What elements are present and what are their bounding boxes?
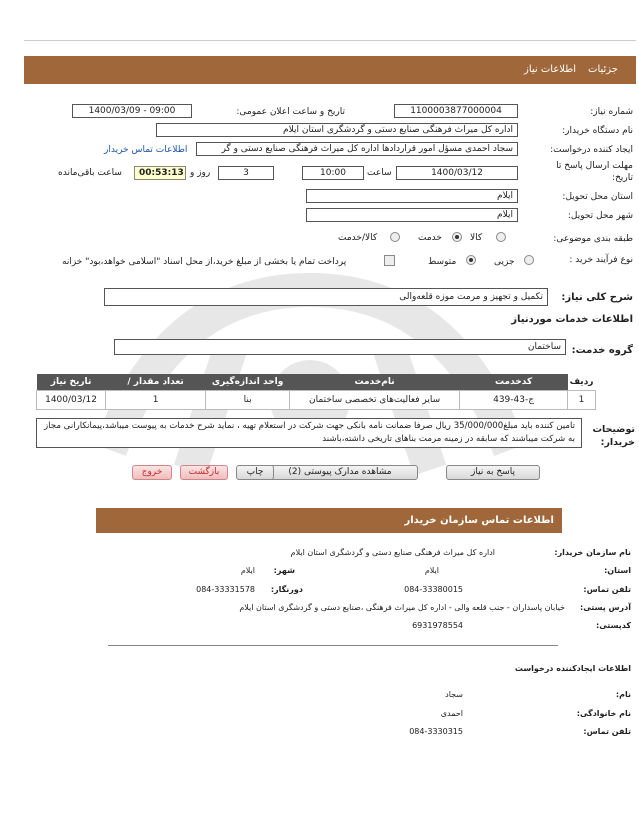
table-row <box>37 391 596 410</box>
process-label: نوع فرآیند خرید : <box>569 255 633 265</box>
services-table <box>36 374 596 410</box>
c-address-value: خیابان پاسداران - جنب قلعه والی - اداره کل میراث فرهنگی ،صنایع دستی و گردشگری استان ایلام <box>239 603 565 612</box>
c-city-label: شهر: <box>273 566 295 575</box>
creator-phone-label: تلفن تماس: <box>583 727 631 736</box>
creator-name-label: نام: <box>615 690 631 699</box>
need-number-label: شماره نیاز: <box>590 107 633 117</box>
cell-code: ج-43-439 <box>460 391 568 410</box>
payment-checkbox[interactable] <box>384 255 395 266</box>
requester-label: ایجاد کننده درخواست: <box>550 145 633 155</box>
back-button[interactable]: بازگشت <box>180 465 228 480</box>
table-header-row <box>37 374 596 391</box>
col-name: نام‌خدمت <box>290 374 460 391</box>
province-label: استان محل تحویل: <box>562 192 633 202</box>
need-number-field: 1100003877000004 <box>394 104 518 118</box>
city-label: شهر محل تحویل: <box>567 211 633 221</box>
cell-unit: بنا <box>206 391 290 410</box>
contact-header <box>96 508 562 533</box>
payment-note: پرداخت تمام یا بخشی از مبلغ خرید،از محل اسناد "اسلامی خواهد،بود" خزانه <box>62 257 347 267</box>
org-value: اداره کل میراث فرهنگی صنایع دستی و گردشگری استان ایلام <box>290 548 495 557</box>
c-postal-value: 6931978554 <box>412 621 463 630</box>
deadline-label: مهلت ارسال پاسخ تا تاریخ: <box>556 161 633 183</box>
contact-info-link[interactable]: اطلاعات تماس خریدار <box>104 145 188 155</box>
col-qty: تعداد مقدار / <box>106 374 206 391</box>
deadline-hour-field: 10:00 <box>302 166 364 180</box>
province-field: ایلام <box>306 189 518 203</box>
remaining-label: ساعت باقی‌مانده <box>58 168 122 178</box>
c-address-label: آدرس پستی: <box>580 603 631 612</box>
summary-label: شرح کلی نیاز: <box>561 292 633 303</box>
c-fax-label: دورنگار: <box>270 585 303 594</box>
buyer-notes-field: تامین کننده باید مبلغ35/000/000 ریال صرفا ضمانت نامه بانکی جهت شرکت در استعلام تهیه ، نماید شرح خدمات به پیوست میباشد،پیمانکارانی مجاز به شرکت میباشند که سابقه در زمینه مرمت بناهای تاریخی داشته،باشند <box>36 418 582 448</box>
radio-medium[interactable] <box>466 255 476 265</box>
radio-goods-label: کالا <box>470 233 483 243</box>
col-unit: واحد اندازه‌گیری <box>206 374 290 391</box>
contact-title: اطلاعات تماس سازمان خریدار <box>404 515 554 526</box>
services-title: اطلاعات خدمات موردنیاز <box>511 314 633 325</box>
category-label: طبقه بندی موضوعی: <box>553 234 633 244</box>
buyer-field: اداره کل میراث فرهنگی صنایع دستی و گردشگری استان ایلام <box>156 123 518 137</box>
radio-goods[interactable] <box>496 232 506 242</box>
print-button[interactable]: چاپ <box>236 465 274 480</box>
radio-goods-service[interactable] <box>390 232 400 242</box>
cell-date: 1400/03/12 <box>37 391 106 410</box>
radio-goods-service-label: کالا/خدمت <box>338 233 378 243</box>
radio-service[interactable] <box>452 232 462 242</box>
creator-phone-value: 084-3330315 <box>409 727 463 736</box>
header-bar <box>24 56 636 84</box>
buyer-notes-label: توضیحات خریدار: <box>592 424 635 448</box>
cell-name: سایر فعالیت‌های تخصصی ساختمان <box>290 391 460 410</box>
radio-minor[interactable] <box>524 255 534 265</box>
top-divider <box>24 40 636 41</box>
c-province-label: استان: <box>604 566 631 575</box>
creator-name-value: سجاد <box>445 690 463 699</box>
radio-medium-label: متوسط <box>428 257 457 267</box>
c-city-value: ایلام <box>240 566 255 575</box>
c-postal-label: کدپستی: <box>596 621 631 630</box>
c-fax-value: 084-33331578 <box>196 585 255 594</box>
col-row: ردیف <box>568 374 596 391</box>
deadline-date-field: 1400/03/12 <box>396 166 518 180</box>
group-field: ساختمان <box>114 339 566 355</box>
countdown-timer: 00:53:13 <box>134 166 186 180</box>
creator-family-label: نام خانوادگی: <box>576 709 631 718</box>
reply-button[interactable]: پاسخ به نیاز <box>446 465 540 480</box>
summary-field: تکمیل و تجهیز و مرمت موزه قلعه‌والی <box>104 288 548 306</box>
cell-row: 1 <box>568 391 596 410</box>
contact-divider <box>108 645 558 646</box>
c-province-value: ایلام <box>424 566 439 575</box>
attachments-button[interactable]: مشاهده مدارک پیوستی (2) <box>262 465 418 480</box>
tab-need-info[interactable]: اطلاعات نیاز <box>524 64 576 75</box>
announce-field: 1400/03/09 - 09:00 <box>72 104 192 118</box>
tab-details[interactable]: جزئیات <box>588 64 618 75</box>
org-label: نام سازمان خریدار: <box>554 548 631 557</box>
day-label: روز و <box>190 168 211 178</box>
announce-label: تاریخ و ساعت اعلان عمومی: <box>236 107 345 117</box>
c-phone-value: 084-33380015 <box>404 585 463 594</box>
exit-button[interactable]: خروج <box>132 465 172 480</box>
col-code: کدخدمت <box>460 374 568 391</box>
cell-qty: 1 <box>106 391 206 410</box>
col-date: تاریخ نیاز <box>37 374 106 391</box>
group-label: گروه خدمت: <box>571 345 633 356</box>
radio-minor-label: جزیی <box>494 257 515 267</box>
c-phone-label: تلفن تماس: <box>583 585 631 594</box>
city-field: ایلام <box>306 208 518 222</box>
creator-title: اطلاعات ایجادکننده درخواست <box>514 664 631 673</box>
radio-service-label: خدمت <box>418 233 442 243</box>
days-field: 3 <box>218 166 274 180</box>
creator-family-value: احمدی <box>440 709 463 718</box>
requester-field: سجاد احمدی مسؤل امور قراردادها اداره کل میراث فرهنگی صنایع دستی و گر <box>196 142 518 156</box>
hour-label: ساعت <box>367 168 392 178</box>
buyer-label: نام دستگاه خریدار: <box>562 126 633 136</box>
